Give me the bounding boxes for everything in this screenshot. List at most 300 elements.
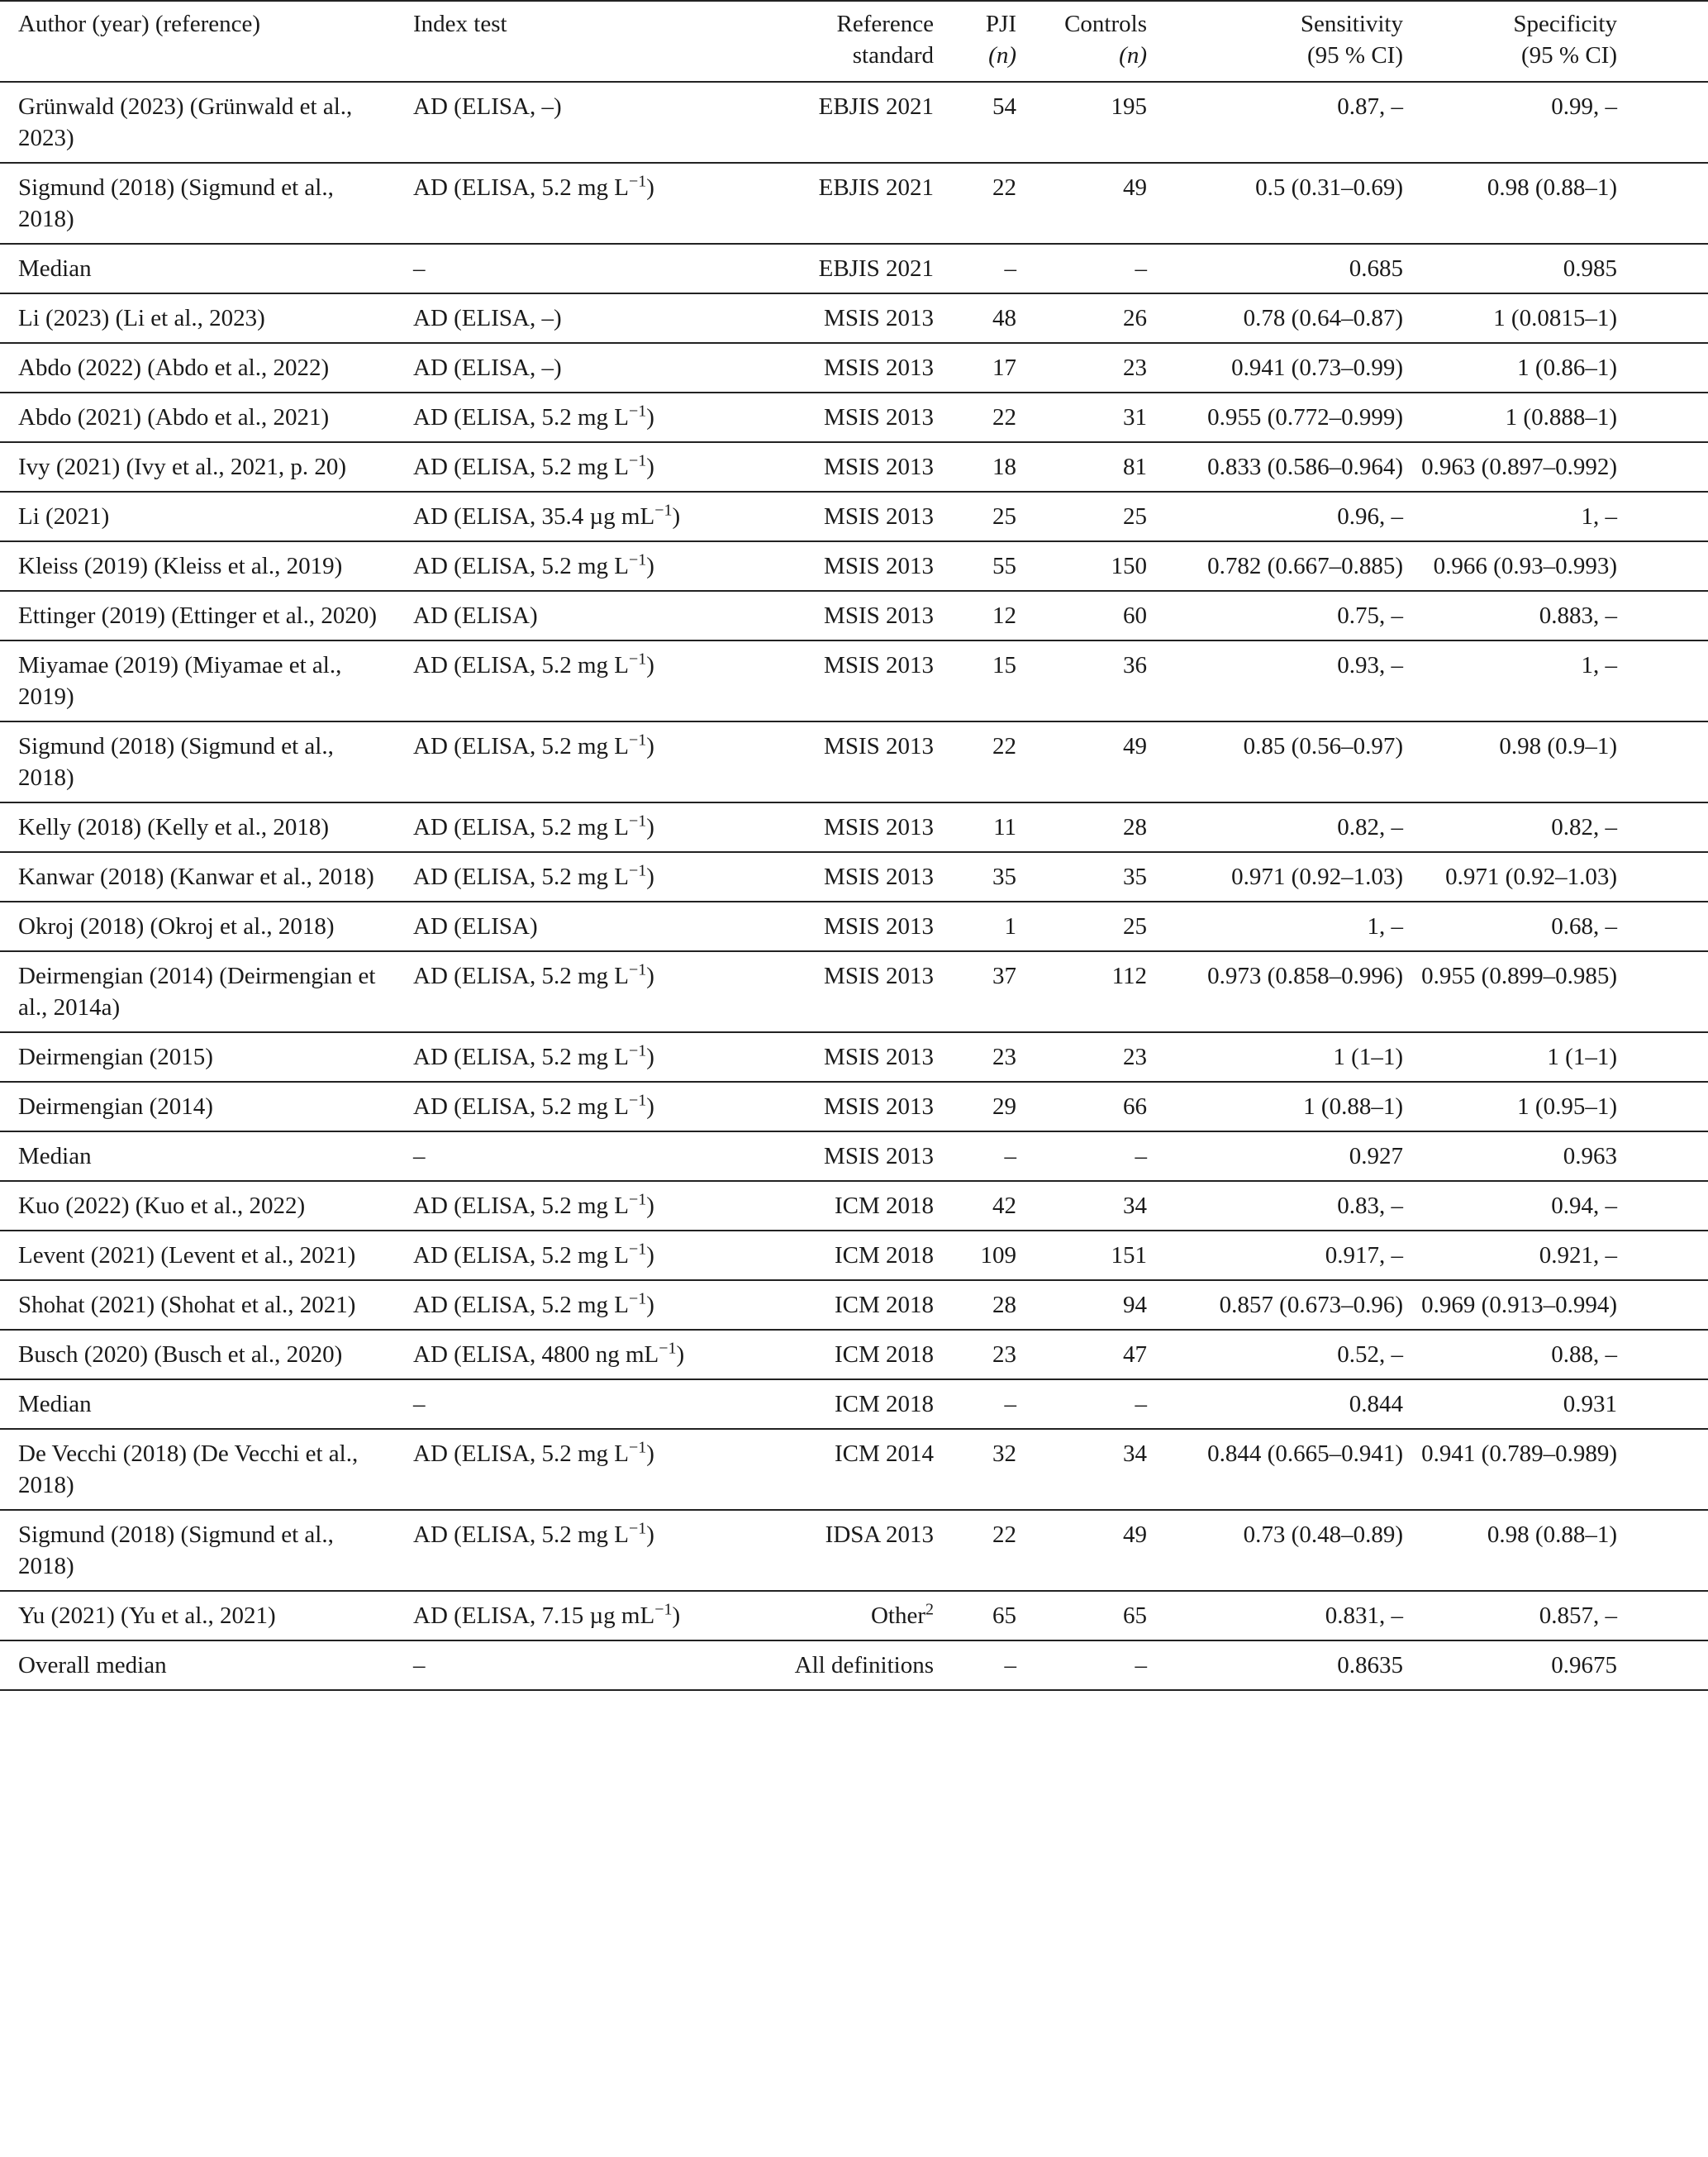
- index-main: AD (ELISA, 5.2 mg L: [413, 733, 629, 759]
- header-sensitivity: [1147, 1, 1403, 82]
- cell-specificity: [1403, 902, 1708, 951]
- table-row: [0, 343, 1708, 393]
- pji-value: 55: [992, 553, 1016, 579]
- index-text: [413, 1339, 760, 1370]
- author-text: Sigmund (2018) (Sigmund et al., 2018): [18, 174, 334, 232]
- controls-value: 34: [1123, 1193, 1147, 1219]
- index-text: [413, 402, 760, 433]
- specificity-value: 1, –: [1581, 652, 1617, 679]
- controls-value: 47: [1123, 1341, 1147, 1368]
- cell-reference-standard: [760, 541, 934, 591]
- cell-controls: [1016, 721, 1147, 802]
- cell-index-test: [405, 1231, 760, 1280]
- cell-reference-standard: [760, 1429, 934, 1510]
- specificity-value: 0.931: [1563, 1391, 1617, 1417]
- cell-index-test: [405, 1510, 760, 1591]
- controls-value: 112: [1111, 963, 1147, 989]
- index-exponent: −1: [659, 1339, 677, 1358]
- header-reference-line2: standard: [852, 42, 934, 69]
- index-main: AD (ELISA, 5.2 mg L: [413, 404, 629, 431]
- cell-reference-standard: [760, 492, 934, 541]
- author-text: Miyamae (2019) (Miyamae et al., 2019): [18, 652, 342, 710]
- table-row: [0, 1032, 1708, 1082]
- cell-controls: [1016, 1510, 1147, 1591]
- cell-sensitivity: [1147, 902, 1403, 951]
- cell-controls: [1016, 492, 1147, 541]
- cell-author: [0, 492, 405, 541]
- cell-index-test: [405, 591, 760, 640]
- cell-index-test: [405, 163, 760, 244]
- cell-index-test: [405, 1379, 760, 1429]
- cell-controls: [1016, 1181, 1147, 1231]
- index-main: AD (ELISA, 5.2 mg L: [413, 1521, 629, 1548]
- table-row: [0, 1591, 1708, 1640]
- index-tail: ): [646, 174, 654, 201]
- index-text: [413, 1600, 760, 1631]
- author-text: Grünwald (2023) (Grünwald et al., 2023): [18, 93, 353, 151]
- index-main: –: [413, 255, 426, 282]
- sensitivity-value: 0.5 (0.31–0.69): [1255, 174, 1403, 201]
- index-exponent: −1: [628, 1519, 647, 1538]
- author-text: Deirmengian (2014): [18, 1093, 213, 1120]
- cell-index-test: [405, 852, 760, 902]
- index-exponent: −1: [628, 402, 647, 421]
- author-text: Kuo (2022) (Kuo et al., 2022): [18, 1193, 306, 1219]
- sensitivity-value: 1 (1–1): [1333, 1044, 1403, 1070]
- cell-pji: [934, 442, 1016, 492]
- controls-value: 35: [1123, 864, 1147, 890]
- cell-reference-standard: [760, 393, 934, 442]
- cell-author: [0, 1591, 405, 1640]
- reference-text: MSIS 2013: [824, 913, 934, 940]
- cell-pji: [934, 82, 1016, 163]
- index-tail: ): [676, 1341, 685, 1368]
- cell-controls: [1016, 1032, 1147, 1082]
- cell-sensitivity: [1147, 852, 1403, 902]
- cell-pji: [934, 1591, 1016, 1640]
- table-row: [0, 852, 1708, 902]
- cell-author: [0, 82, 405, 163]
- cell-specificity: [1403, 1330, 1708, 1379]
- specificity-value: 0.94, –: [1551, 1193, 1617, 1219]
- cell-controls: [1016, 244, 1147, 293]
- reference-text: ICM 2018: [834, 1242, 934, 1269]
- table-row: [0, 1379, 1708, 1429]
- index-exponent: −1: [628, 1438, 647, 1457]
- header-controls: [1016, 1, 1147, 82]
- cell-reference-standard: [760, 1640, 934, 1690]
- index-text: [413, 1240, 760, 1271]
- cell-pji: [934, 1280, 1016, 1330]
- cell-author: [0, 852, 405, 902]
- index-tail: ): [646, 1440, 654, 1467]
- header-pji-line1: PJI: [985, 11, 1016, 37]
- index-tail: ): [646, 1093, 654, 1120]
- sensitivity-value: 0.82, –: [1337, 814, 1403, 840]
- cell-index-test: [405, 1330, 760, 1379]
- pji-value: 22: [992, 174, 1016, 201]
- cell-index-test: [405, 1032, 760, 1082]
- cell-controls: [1016, 902, 1147, 951]
- header-pji-line2: (n): [988, 42, 1016, 69]
- specificity-value: 0.82, –: [1551, 814, 1617, 840]
- pji-value: 12: [992, 602, 1016, 629]
- table-row: [0, 442, 1708, 492]
- index-tail: ): [646, 1044, 654, 1070]
- sensitivity-value: 0.8635: [1337, 1652, 1403, 1678]
- index-text: [413, 1091, 760, 1122]
- sensitivity-value: 0.857 (0.673–0.96): [1219, 1292, 1403, 1318]
- index-text: [413, 1388, 760, 1420]
- index-main: AD (ELISA, 5.2 mg L: [413, 1242, 629, 1269]
- index-tail: ): [646, 1292, 654, 1318]
- specificity-value: 0.98 (0.88–1): [1487, 174, 1617, 201]
- cell-pji: [934, 163, 1016, 244]
- specificity-value: 0.963: [1563, 1143, 1617, 1169]
- cell-controls: [1016, 852, 1147, 902]
- cell-sensitivity: [1147, 1231, 1403, 1280]
- cell-pji: [934, 1429, 1016, 1510]
- controls-value: 36: [1123, 652, 1147, 679]
- author-text: Ivy (2021) (Ivy et al., 2021, p. 20): [18, 454, 347, 480]
- author-text: Li (2023) (Li et al., 2023): [18, 305, 265, 331]
- cell-sensitivity: [1147, 244, 1403, 293]
- cell-author: [0, 640, 405, 721]
- table-row: [0, 640, 1708, 721]
- cell-index-test: [405, 1429, 760, 1510]
- index-exponent: −1: [628, 550, 647, 569]
- cell-sensitivity: [1147, 1131, 1403, 1181]
- cell-pji: [934, 492, 1016, 541]
- cell-author: [0, 1181, 405, 1231]
- cell-index-test: [405, 492, 760, 541]
- author-text: Deirmengian (2014) (Deirmengian et al., 2014a): [18, 963, 376, 1021]
- cell-sensitivity: [1147, 1032, 1403, 1082]
- table-header: [0, 1, 1708, 82]
- index-main: AD (ELISA, 5.2 mg L: [413, 1044, 629, 1070]
- pji-value: 1: [1004, 913, 1016, 940]
- index-main: AD (ELISA, 5.2 mg L: [413, 652, 629, 679]
- pji-value: 15: [992, 652, 1016, 679]
- cell-reference-standard: [760, 640, 934, 721]
- cell-reference-standard: [760, 1131, 934, 1181]
- cell-specificity: [1403, 1082, 1708, 1131]
- cell-pji: [934, 1231, 1016, 1280]
- index-text: [413, 550, 760, 582]
- table-row: [0, 541, 1708, 591]
- cell-author: [0, 163, 405, 244]
- index-main: AD (ELISA): [413, 913, 538, 940]
- cell-controls: [1016, 82, 1147, 163]
- cell-pji: [934, 541, 1016, 591]
- index-text: [413, 1519, 760, 1550]
- index-exponent: −1: [628, 1190, 647, 1209]
- index-main: AD (ELISA, 5.2 mg L: [413, 454, 629, 480]
- sensitivity-value: 0.83, –: [1337, 1193, 1403, 1219]
- cell-controls: [1016, 1082, 1147, 1131]
- index-exponent: −1: [628, 960, 647, 979]
- sensitivity-value: 0.75, –: [1337, 602, 1403, 629]
- index-main: AD (ELISA, –): [413, 93, 562, 120]
- cell-index-test: [405, 82, 760, 163]
- table-row: [0, 82, 1708, 163]
- sensitivity-value: 0.78 (0.64–0.87): [1243, 305, 1403, 331]
- specificity-value: 1 (0.95–1): [1517, 1093, 1617, 1120]
- table-row: [0, 293, 1708, 343]
- pji-value: –: [1004, 1143, 1016, 1169]
- index-exponent: −1: [628, 812, 647, 831]
- sensitivity-value: 0.971 (0.92–1.03): [1231, 864, 1403, 890]
- index-exponent: −1: [628, 172, 647, 191]
- cell-pji: [934, 293, 1016, 343]
- index-tail: ): [672, 1602, 681, 1629]
- cell-sensitivity: [1147, 1082, 1403, 1131]
- index-exponent: −1: [628, 1240, 647, 1259]
- index-text: [413, 650, 760, 681]
- index-main: AD (ELISA): [413, 602, 538, 629]
- cell-pji: [934, 1131, 1016, 1181]
- index-main: AD (ELISA, –): [413, 305, 562, 331]
- cell-pji: [934, 1640, 1016, 1690]
- reference-text: EBJIS 2021: [818, 174, 934, 201]
- cell-reference-standard: [760, 244, 934, 293]
- index-tail: ): [646, 963, 654, 989]
- reference-text: IDSA 2013: [825, 1521, 934, 1548]
- cell-controls: [1016, 1231, 1147, 1280]
- reference-text: ICM 2018: [834, 1341, 934, 1368]
- sensitivity-value: 0.833 (0.586–0.964): [1207, 454, 1403, 480]
- author-text: Median: [18, 1143, 92, 1169]
- index-tail: ): [646, 1242, 654, 1269]
- pji-value: 22: [992, 733, 1016, 759]
- pji-value: 109: [980, 1242, 1016, 1269]
- specificity-value: 1, –: [1581, 503, 1617, 530]
- cell-reference-standard: [760, 442, 934, 492]
- header-specificity: [1403, 1, 1708, 82]
- table-row: [0, 951, 1708, 1032]
- index-tail: ): [646, 553, 654, 579]
- cell-controls: [1016, 442, 1147, 492]
- cell-controls: [1016, 393, 1147, 442]
- index-main: AD (ELISA, 5.2 mg L: [413, 864, 629, 890]
- index-main: AD (ELISA, 5.2 mg L: [413, 814, 629, 840]
- index-tail: ): [646, 814, 654, 840]
- index-main: –: [413, 1143, 426, 1169]
- author-text: Deirmengian (2015): [18, 1044, 213, 1070]
- index-exponent: −1: [628, 861, 647, 880]
- cell-sensitivity: [1147, 442, 1403, 492]
- header-specificity-line1: Specificity: [1513, 11, 1617, 37]
- cell-reference-standard: [760, 1330, 934, 1379]
- index-tail: ): [646, 454, 654, 480]
- header-controls-line1: Controls: [1064, 11, 1147, 37]
- cell-pji: [934, 1379, 1016, 1429]
- reference-text: MSIS 2013: [824, 553, 934, 579]
- specificity-value: 0.857, –: [1539, 1602, 1617, 1629]
- index-text: [413, 1190, 760, 1221]
- pji-value: 48: [992, 305, 1016, 331]
- cell-pji: [934, 343, 1016, 393]
- pji-value: 22: [992, 404, 1016, 431]
- cell-specificity: [1403, 1032, 1708, 1082]
- cell-reference-standard: [760, 591, 934, 640]
- index-text: [413, 861, 760, 893]
- index-tail: ): [646, 1193, 654, 1219]
- cell-pji: [934, 640, 1016, 721]
- header-author: [0, 1, 405, 82]
- specificity-value: 0.9675: [1551, 1652, 1617, 1678]
- specificity-value: 0.955 (0.899–0.985): [1421, 963, 1617, 989]
- cell-author: [0, 1280, 405, 1330]
- specificity-value: 0.68, –: [1551, 913, 1617, 940]
- index-text: [413, 1041, 760, 1073]
- header-row: [0, 1, 1708, 82]
- index-exponent: −1: [628, 1289, 647, 1308]
- cell-specificity: [1403, 82, 1708, 163]
- cell-sensitivity: [1147, 492, 1403, 541]
- index-main: AD (ELISA, 5.2 mg L: [413, 174, 629, 201]
- specificity-value: 0.883, –: [1539, 602, 1617, 629]
- reference-text: MSIS 2013: [824, 404, 934, 431]
- author-text: Abdo (2022) (Abdo et al., 2022): [18, 355, 330, 381]
- cell-index-test: [405, 951, 760, 1032]
- index-text: [413, 1438, 760, 1469]
- reference-text: MSIS 2013: [824, 1093, 934, 1120]
- controls-value: 49: [1123, 174, 1147, 201]
- cell-sensitivity: [1147, 343, 1403, 393]
- header-sensitivity-line1: Sensitivity: [1300, 11, 1403, 37]
- cell-sensitivity: [1147, 1330, 1403, 1379]
- reference-text: ICM 2018: [834, 1391, 934, 1417]
- cell-specificity: [1403, 802, 1708, 852]
- controls-value: 49: [1123, 1521, 1147, 1548]
- author-text: Busch (2020) (Busch et al., 2020): [18, 1341, 343, 1368]
- index-text: [413, 501, 760, 532]
- specificity-value: 1 (0.0815–1): [1493, 305, 1617, 331]
- cell-pji: [934, 591, 1016, 640]
- cell-sensitivity: [1147, 1181, 1403, 1231]
- reference-text: MSIS 2013: [824, 355, 934, 381]
- header-author-label: Author (year) (reference): [18, 11, 261, 37]
- index-text: [413, 172, 760, 203]
- cell-reference-standard: [760, 293, 934, 343]
- cell-author: [0, 1510, 405, 1591]
- controls-value: –: [1135, 1652, 1147, 1678]
- index-text: [413, 253, 760, 284]
- cell-reference-standard: [760, 852, 934, 902]
- controls-value: 195: [1111, 93, 1147, 120]
- index-text: [413, 911, 760, 942]
- cell-reference-standard: [760, 1181, 934, 1231]
- index-tail: ): [646, 404, 654, 431]
- sensitivity-value: 0.93, –: [1337, 652, 1403, 679]
- cell-controls: [1016, 802, 1147, 852]
- pji-value: 17: [992, 355, 1016, 381]
- cell-controls: [1016, 343, 1147, 393]
- cell-pji: [934, 1082, 1016, 1131]
- cell-pji: [934, 852, 1016, 902]
- reference-text: ICM 2018: [834, 1292, 934, 1318]
- header-reference-standard: [760, 1, 934, 82]
- cell-specificity: [1403, 492, 1708, 541]
- cell-specificity: [1403, 1429, 1708, 1510]
- cell-specificity: [1403, 541, 1708, 591]
- cell-specificity: [1403, 343, 1708, 393]
- reference-text: All definitions: [794, 1652, 934, 1678]
- pji-value: 11: [993, 814, 1016, 840]
- cell-author: [0, 244, 405, 293]
- reference-text: ICM 2018: [834, 1193, 934, 1219]
- author-text: Overall median: [18, 1652, 167, 1678]
- cell-index-test: [405, 640, 760, 721]
- index-text: [413, 352, 760, 383]
- controls-value: 151: [1111, 1242, 1147, 1269]
- reference-text: MSIS 2013: [824, 305, 934, 331]
- index-exponent: −1: [654, 501, 673, 520]
- header-specificity-line2: (95 % CI): [1521, 42, 1617, 69]
- sensitivity-value: 0.52, –: [1337, 1341, 1403, 1368]
- controls-value: 25: [1123, 503, 1147, 530]
- index-exponent: −1: [628, 1041, 647, 1060]
- index-exponent: −1: [654, 1600, 673, 1619]
- controls-value: –: [1135, 1143, 1147, 1169]
- index-tail: ): [646, 1521, 654, 1548]
- index-text: [413, 1289, 760, 1321]
- cell-sensitivity: [1147, 393, 1403, 442]
- index-text: [413, 91, 760, 122]
- cell-sensitivity: [1147, 1429, 1403, 1510]
- cell-reference-standard: [760, 1379, 934, 1429]
- reference-text: EBJIS 2021: [818, 255, 934, 282]
- cell-controls: [1016, 591, 1147, 640]
- author-text: Median: [18, 1391, 92, 1417]
- sensitivity-value: 0.73 (0.48–0.89): [1243, 1521, 1403, 1548]
- author-text: Shohat (2021) (Shohat et al., 2021): [18, 1292, 356, 1318]
- specificity-value: 0.963 (0.897–0.992): [1421, 454, 1617, 480]
- cell-pji: [934, 244, 1016, 293]
- specificity-value: 0.985: [1563, 255, 1617, 282]
- cell-sensitivity: [1147, 163, 1403, 244]
- cell-index-test: [405, 721, 760, 802]
- reference-text: MSIS 2013: [824, 503, 934, 530]
- specificity-value: 0.98 (0.9–1): [1499, 733, 1617, 759]
- pji-value: 18: [992, 454, 1016, 480]
- cell-pji: [934, 1032, 1016, 1082]
- table-row: [0, 591, 1708, 640]
- controls-value: 66: [1123, 1093, 1147, 1120]
- sensitivity-value: 0.844: [1349, 1391, 1403, 1417]
- author-text: Kanwar (2018) (Kanwar et al., 2018): [18, 864, 374, 890]
- index-main: AD (ELISA, 5.2 mg L: [413, 1440, 629, 1467]
- controls-value: –: [1135, 1391, 1147, 1417]
- cell-specificity: [1403, 163, 1708, 244]
- index-main: AD (ELISA, –): [413, 355, 562, 381]
- controls-value: 81: [1123, 454, 1147, 480]
- pji-value: 23: [992, 1341, 1016, 1368]
- cell-index-test: [405, 802, 760, 852]
- index-main: AD (ELISA, 5.2 mg L: [413, 1093, 629, 1120]
- index-exponent: −1: [628, 650, 647, 669]
- sensitivity-value: 0.844 (0.665–0.941): [1207, 1440, 1403, 1467]
- cell-index-test: [405, 293, 760, 343]
- reference-text: MSIS 2013: [824, 1143, 934, 1169]
- cell-index-test: [405, 244, 760, 293]
- index-exponent: −1: [628, 1091, 647, 1110]
- cell-index-test: [405, 1131, 760, 1181]
- cell-sensitivity: [1147, 591, 1403, 640]
- cell-author: [0, 1429, 405, 1510]
- specificity-value: 1 (0.86–1): [1517, 355, 1617, 381]
